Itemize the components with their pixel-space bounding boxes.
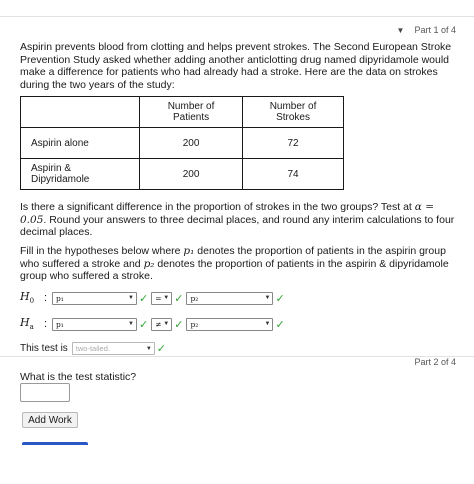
table-header-cell [21, 97, 140, 128]
check-icon: ✓ [139, 318, 149, 331]
chevron-down-icon: ▼ [145, 345, 152, 352]
patients-cell: 200 [140, 128, 243, 159]
instr-part-c: denotes the proportion of patients in the aspirin & dipyridamole group who suffered a stroke. [20, 257, 449, 282]
chevron-down-icon: ▼ [264, 295, 271, 301]
test-statistic-input[interactable] [20, 383, 70, 402]
test-type-row [20, 342, 169, 355]
top-divider [0, 16, 474, 17]
ha-colon: : [44, 318, 48, 330]
chevron-down-icon: ▼ [163, 321, 170, 327]
ha-right-select[interactable] [186, 318, 273, 331]
table-row [21, 128, 344, 159]
h0-label [20, 290, 44, 305]
test-type-label: This test is [20, 343, 68, 354]
collapse-caret-icon[interactable]: ▼ [396, 25, 405, 35]
hypothesis-instructions [20, 245, 456, 283]
table-header-cell: Number of Strokes [243, 97, 344, 128]
ha-operator-select[interactable] [151, 318, 172, 331]
table-header-row [21, 97, 344, 128]
row-label: Aspirin alone [21, 128, 140, 159]
row-label: Aspirin & Dipyridamole [21, 159, 140, 190]
patients-cell: 200 [140, 159, 243, 190]
test-type-select[interactable] [72, 342, 155, 355]
p2-symbol: p₂ [143, 257, 155, 270]
test-type-value: two-tailed. [75, 344, 110, 353]
alpha-value: α = 0.05 [20, 201, 434, 226]
check-icon: ✓ [174, 292, 184, 305]
check-icon: ✓ [156, 343, 167, 355]
ha-label [20, 316, 44, 331]
add-work-button[interactable]: Add Work [22, 412, 78, 428]
ha-right-value: p₂ [190, 319, 199, 329]
question-before: Is there a significant difference in the proportion of strokes in the two groups? Test at [20, 201, 415, 213]
h0-right-value: p₂ [190, 293, 199, 303]
h0-subscript: 0 [29, 297, 35, 306]
strokes-cell: 74 [243, 159, 344, 190]
part-divider [0, 356, 474, 357]
instr-part-a: Fill in the hypotheses below where [20, 245, 184, 257]
h0-operator-value: = [155, 293, 162, 303]
test-statistic-question: What is the test statistic? [20, 371, 137, 383]
ha-operator-value: ≠ [155, 319, 162, 329]
data-table [20, 96, 344, 190]
alternative-hypothesis-row [20, 317, 288, 331]
instr-part-b: denotes the proportion of patients in the aspirin group who suffered a stroke and [20, 245, 446, 270]
ha-subscript: a [29, 323, 34, 332]
next-part-button[interactable] [22, 442, 88, 445]
table-row [21, 159, 344, 190]
check-icon: ✓ [275, 292, 285, 305]
chevron-down-icon: ▼ [128, 321, 134, 327]
check-icon: ✓ [139, 292, 149, 305]
chevron-down-icon: ▼ [264, 321, 271, 327]
h0-right-select[interactable] [186, 292, 273, 305]
question-text [20, 201, 456, 239]
null-hypothesis-row [20, 291, 288, 305]
h0-operator-select[interactable] [151, 292, 172, 305]
h0-letter: H [20, 290, 30, 304]
ha-letter: H [20, 316, 30, 330]
ha-left-value: p₁ [56, 319, 64, 329]
h0-left-value: p₁ [56, 293, 64, 303]
h0-left-select[interactable] [52, 292, 137, 305]
check-icon: ✓ [275, 318, 285, 331]
part-header[interactable] [397, 25, 456, 35]
part2-label: Part 2 of 4 [414, 357, 456, 367]
ha-left-select[interactable] [52, 318, 137, 331]
part-label: Part 1 of 4 [414, 25, 456, 35]
intro-text: Aspirin prevents blood from clotting and helps prevent strokes. The Second European Stroke Prevention Study asked whether adding another anticlotting drug named dipyridamole would make a difference for patients who had already had a stroke. Here are the data on strokes during the two years of the study: [20, 41, 452, 91]
check-icon: ✓ [174, 318, 184, 331]
h0-colon: : [44, 292, 48, 304]
p1-symbol: p₁ [183, 245, 195, 257]
strokes-cell: 72 [243, 128, 344, 159]
question-after: . Round your answers to three decimal places, and round any interim calculations to four decimal places. [20, 213, 455, 238]
chevron-down-icon: ▼ [163, 295, 170, 301]
table-header-cell: Number of Patients [140, 97, 243, 128]
chevron-down-icon: ▼ [128, 295, 134, 301]
